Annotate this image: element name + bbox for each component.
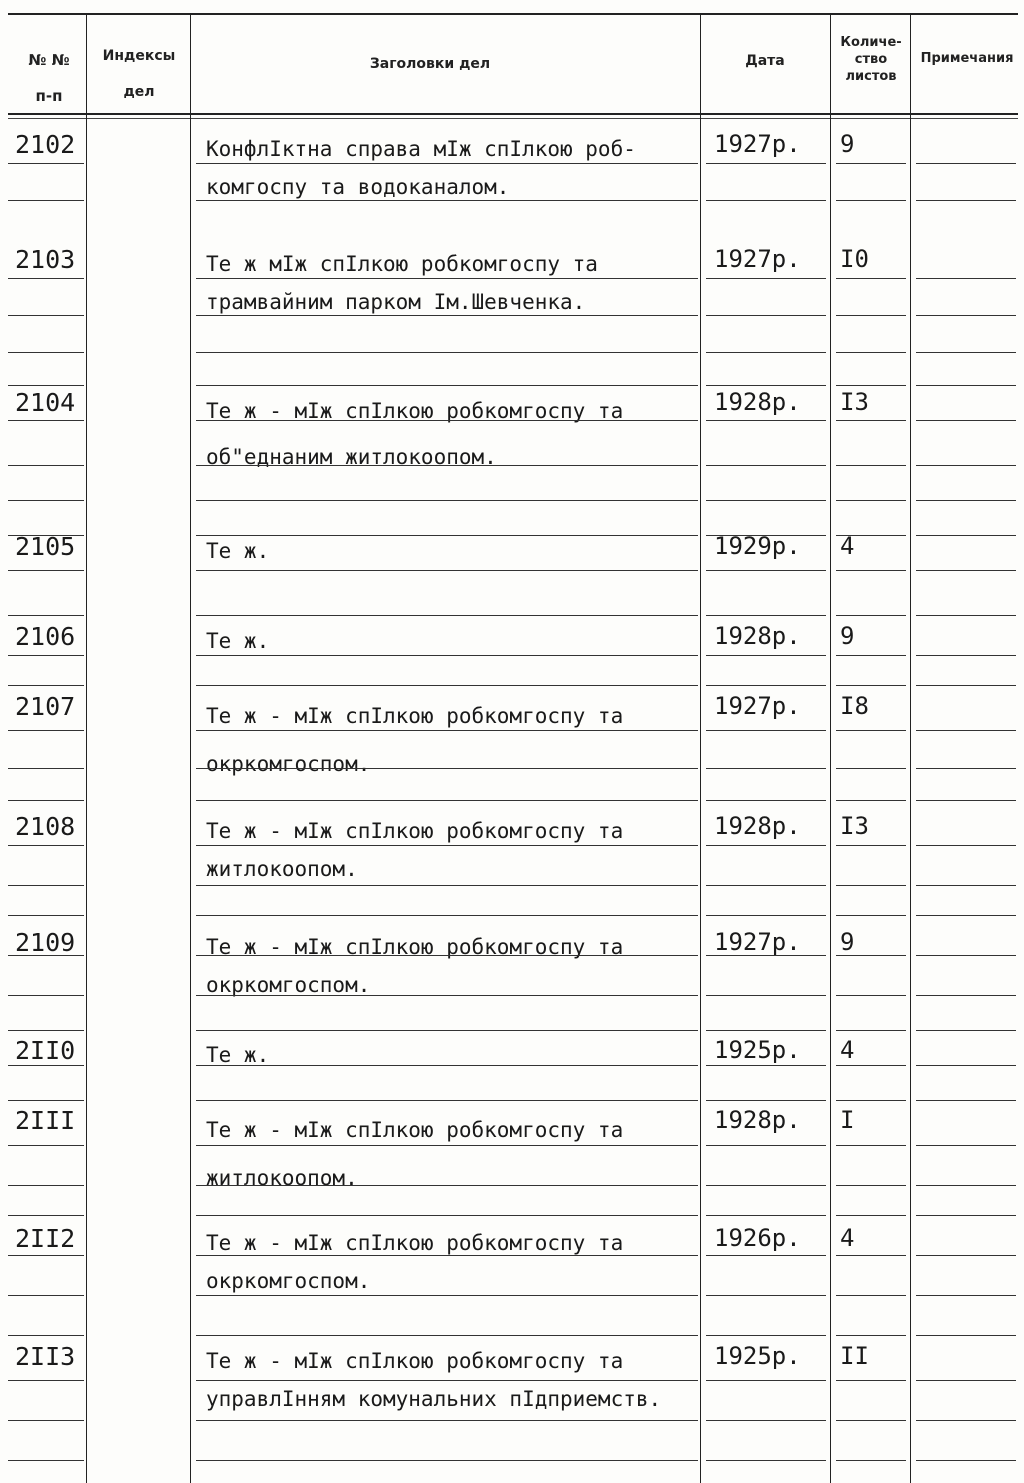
ruled-line bbox=[916, 800, 1016, 801]
ruled-line bbox=[836, 915, 906, 916]
row-date: 1928р. bbox=[714, 388, 801, 416]
ruled-line bbox=[836, 420, 906, 421]
ruled-line bbox=[836, 1335, 906, 1336]
ruled-line bbox=[706, 200, 826, 201]
ruled-line bbox=[916, 1100, 1016, 1101]
ruled-line bbox=[836, 1215, 906, 1216]
row-title-line2: об"еднаним житлокоопом. bbox=[206, 445, 497, 469]
table-top-border bbox=[8, 13, 1018, 15]
ruled-line bbox=[706, 1295, 826, 1296]
ruled-line bbox=[196, 615, 698, 616]
header-sheets-line3: листов bbox=[845, 69, 897, 84]
ruled-line bbox=[8, 1380, 84, 1381]
column-divider bbox=[830, 13, 831, 1483]
ruled-line bbox=[836, 955, 906, 956]
ruled-line bbox=[8, 200, 84, 201]
ruled-line bbox=[706, 1030, 826, 1031]
ruled-line bbox=[196, 278, 698, 279]
ruled-line bbox=[836, 995, 906, 996]
row-date: 1928р. bbox=[714, 622, 801, 650]
row-title bbox=[206, 532, 706, 570]
header-number-line1: № № bbox=[28, 51, 70, 69]
ruled-line bbox=[196, 420, 698, 421]
header-index-line2: дел bbox=[123, 84, 155, 100]
ruled-line bbox=[836, 1100, 906, 1101]
ruled-line bbox=[706, 570, 826, 571]
ruled-line bbox=[706, 730, 826, 731]
ruled-line bbox=[8, 1215, 84, 1216]
ruled-line bbox=[196, 1185, 698, 1186]
ruled-line bbox=[916, 955, 1016, 956]
ruled-line bbox=[706, 1215, 826, 1216]
ruled-line bbox=[706, 1145, 826, 1146]
row-title bbox=[206, 812, 706, 888]
row-number: 2III bbox=[15, 1106, 76, 1135]
row-number: 2II2 bbox=[15, 1224, 76, 1253]
row-sheets: 4 bbox=[840, 1036, 855, 1064]
ruled-line bbox=[196, 1065, 698, 1066]
row-title-line1: Те ж - мІж спІлкою робкомгоспу та bbox=[206, 935, 624, 959]
ruled-line bbox=[196, 800, 698, 801]
ruled-line bbox=[196, 352, 698, 353]
ruled-line bbox=[916, 885, 1016, 886]
row-sheets: I8 bbox=[840, 692, 869, 720]
ruled-line bbox=[196, 845, 698, 846]
ruled-line bbox=[8, 500, 84, 501]
row-title-line1: Те ж - мІж спІлкою робкомгоспу та bbox=[206, 819, 624, 843]
ruled-line bbox=[8, 465, 84, 466]
ruled-line bbox=[196, 570, 698, 571]
row-title-line1: Те ж - мІж спІлкою робкомгоспу та bbox=[206, 704, 624, 728]
ruled-line bbox=[8, 1065, 84, 1066]
ruled-line bbox=[196, 535, 698, 536]
header-date: Дата bbox=[745, 53, 785, 69]
ruled-line bbox=[196, 1100, 698, 1101]
ruled-line bbox=[196, 730, 698, 731]
row-number: 2108 bbox=[15, 812, 76, 841]
row-date: 1925р. bbox=[714, 1036, 801, 1064]
ruled-line bbox=[706, 655, 826, 656]
row-number: 2107 bbox=[15, 692, 76, 721]
ruled-line bbox=[196, 1255, 698, 1256]
ruled-line bbox=[916, 1420, 1016, 1421]
header-bottom-border-inner bbox=[8, 118, 1018, 119]
ruled-line bbox=[706, 800, 826, 801]
ruled-line bbox=[8, 352, 84, 353]
ruled-line bbox=[196, 1420, 698, 1421]
ruled-line bbox=[916, 163, 1016, 164]
ruled-line bbox=[706, 278, 826, 279]
row-title bbox=[206, 928, 706, 1004]
ruled-line bbox=[196, 995, 698, 996]
ruled-line bbox=[916, 685, 1016, 686]
ruled-line bbox=[196, 768, 698, 769]
ruled-line bbox=[836, 570, 906, 571]
row-title bbox=[206, 1036, 706, 1074]
ruled-line bbox=[196, 1295, 698, 1296]
ruled-line bbox=[836, 1255, 906, 1256]
header-sheets-line2: ство bbox=[854, 52, 888, 67]
header-notes: Примечания bbox=[920, 51, 1014, 66]
row-sheets: I3 bbox=[840, 812, 869, 840]
row-title bbox=[206, 1224, 706, 1300]
ruled-line bbox=[8, 768, 84, 769]
ruled-line bbox=[196, 163, 698, 164]
ruled-line bbox=[706, 1335, 826, 1336]
ruled-line bbox=[916, 1215, 1016, 1216]
row-sheets: I3 bbox=[840, 388, 869, 416]
header-index-line1: Индексы bbox=[102, 48, 176, 64]
ruled-line bbox=[706, 845, 826, 846]
ruled-line bbox=[196, 1460, 698, 1461]
ruled-line bbox=[916, 1185, 1016, 1186]
ruled-line bbox=[8, 420, 84, 421]
ruled-line bbox=[8, 915, 84, 916]
ruled-line bbox=[8, 885, 84, 886]
ruled-line bbox=[8, 163, 84, 164]
ruled-line bbox=[196, 915, 698, 916]
row-title bbox=[206, 692, 706, 788]
ruled-line bbox=[196, 885, 698, 886]
ruled-line bbox=[8, 1185, 84, 1186]
ruled-line bbox=[196, 1145, 698, 1146]
ruled-line bbox=[836, 315, 906, 316]
ruled-line bbox=[836, 1380, 906, 1381]
ruled-line bbox=[706, 420, 826, 421]
ruled-line bbox=[196, 465, 698, 466]
row-title-line1: КонфлІктна справа мІж спІлкою роб- bbox=[206, 137, 636, 161]
ruled-line bbox=[836, 1065, 906, 1066]
row-number: 2105 bbox=[15, 532, 76, 561]
ruled-line bbox=[8, 1145, 84, 1146]
row-number: 2106 bbox=[15, 622, 76, 651]
row-number: 2103 bbox=[15, 245, 76, 274]
row-sheets: 9 bbox=[840, 130, 855, 158]
ruled-line bbox=[836, 1295, 906, 1296]
ruled-line bbox=[196, 955, 698, 956]
ruled-line bbox=[836, 1420, 906, 1421]
ruled-line bbox=[706, 685, 826, 686]
ruled-line bbox=[196, 315, 698, 316]
ruled-line bbox=[706, 352, 826, 353]
ruled-line bbox=[836, 1460, 906, 1461]
ruled-line bbox=[706, 615, 826, 616]
ruled-line bbox=[916, 915, 1016, 916]
ruled-line bbox=[8, 1255, 84, 1256]
ruled-line bbox=[916, 385, 1016, 386]
ruled-line bbox=[916, 535, 1016, 536]
ruled-line bbox=[836, 730, 906, 731]
ruled-line bbox=[836, 845, 906, 846]
ruled-line bbox=[8, 730, 84, 731]
ruled-line bbox=[916, 465, 1016, 466]
ruled-line bbox=[916, 768, 1016, 769]
row-number: 2II0 bbox=[15, 1036, 76, 1065]
ruled-line bbox=[706, 163, 826, 164]
ruled-line bbox=[836, 465, 906, 466]
ruled-line bbox=[8, 1100, 84, 1101]
ruled-line bbox=[706, 1185, 826, 1186]
row-title-line1: Те ж - мІж спІлкою робкомгоспу та bbox=[206, 1349, 624, 1373]
ruled-line bbox=[916, 730, 1016, 731]
ruled-line bbox=[706, 1255, 826, 1256]
row-number: 2109 bbox=[15, 928, 76, 957]
row-sheets: 9 bbox=[840, 928, 855, 956]
ruled-line bbox=[706, 955, 826, 956]
row-date: 1927р. bbox=[714, 692, 801, 720]
ruled-line bbox=[916, 315, 1016, 316]
ruled-line bbox=[706, 465, 826, 466]
ruled-line bbox=[706, 1460, 826, 1461]
row-sheets: I0 bbox=[840, 245, 869, 273]
row-title-line1: Те ж - мІж спІлкою робкомгоспу та bbox=[206, 399, 624, 423]
ruled-line bbox=[8, 1420, 84, 1421]
row-title-line2: трамвайним парком Ім.Шевченка. bbox=[206, 290, 586, 314]
row-sheets: 9 bbox=[840, 622, 855, 650]
row-title bbox=[206, 388, 706, 480]
ruled-line bbox=[196, 200, 698, 201]
ruled-line bbox=[836, 500, 906, 501]
ruled-line bbox=[196, 685, 698, 686]
ruled-line bbox=[836, 768, 906, 769]
column-divider bbox=[86, 13, 87, 1483]
ruled-line bbox=[196, 1030, 698, 1031]
ruled-line bbox=[836, 278, 906, 279]
ruled-line bbox=[836, 1030, 906, 1031]
ruled-line bbox=[8, 955, 84, 956]
ruled-line bbox=[916, 1460, 1016, 1461]
ruled-line bbox=[706, 500, 826, 501]
header-title: Заголовки дел bbox=[369, 56, 491, 72]
ruled-line bbox=[836, 1145, 906, 1146]
ruled-line bbox=[706, 1420, 826, 1421]
ruled-line bbox=[8, 278, 84, 279]
row-title-line2: управлІнням комунальних пІдприемств. bbox=[206, 1387, 662, 1411]
ruled-line bbox=[8, 570, 84, 571]
ruled-line bbox=[836, 352, 906, 353]
row-title-line2: окркомгоспом. bbox=[206, 973, 371, 997]
ruled-line bbox=[8, 535, 84, 536]
ruled-line bbox=[916, 995, 1016, 996]
row-title bbox=[206, 1106, 706, 1202]
header-bottom-border bbox=[8, 113, 1018, 115]
ruled-line bbox=[916, 352, 1016, 353]
ruled-line bbox=[8, 315, 84, 316]
ruled-line bbox=[836, 1185, 906, 1186]
ruled-line bbox=[706, 1100, 826, 1101]
header-number-line2: п-п bbox=[35, 87, 63, 105]
ruled-line bbox=[916, 500, 1016, 501]
ruled-line bbox=[706, 915, 826, 916]
ruled-line bbox=[916, 615, 1016, 616]
ruled-line bbox=[8, 615, 84, 616]
ruled-line bbox=[916, 420, 1016, 421]
row-title-line1: Те ж. bbox=[206, 539, 270, 563]
row-date: 1927р. bbox=[714, 245, 801, 273]
row-title-line1: Те ж - мІж спІлкою робкомгоспу та bbox=[206, 1118, 624, 1142]
row-title-line2: окркомгоспом. bbox=[206, 1269, 371, 1293]
ruled-line bbox=[836, 615, 906, 616]
row-title-line1: Те ж. bbox=[206, 629, 270, 653]
row-date: 1925р. bbox=[714, 1342, 801, 1370]
row-date: 1928р. bbox=[714, 812, 801, 840]
row-title bbox=[206, 245, 706, 321]
row-sheets: II bbox=[840, 1342, 869, 1370]
ruled-line bbox=[8, 1335, 84, 1336]
ruled-line bbox=[916, 278, 1016, 279]
ruled-line bbox=[836, 385, 906, 386]
row-sheets: 4 bbox=[840, 1224, 855, 1252]
ruled-line bbox=[196, 385, 698, 386]
ruled-line bbox=[196, 1215, 698, 1216]
ruled-line bbox=[916, 1295, 1016, 1296]
ruled-line bbox=[916, 1145, 1016, 1146]
header-index bbox=[92, 38, 186, 110]
ruled-line bbox=[706, 768, 826, 769]
row-number: 2II3 bbox=[15, 1342, 76, 1371]
ruled-line bbox=[706, 1065, 826, 1066]
row-number: 2102 bbox=[15, 130, 76, 159]
header-sheets bbox=[830, 34, 912, 85]
ruled-line bbox=[196, 500, 698, 501]
ruled-line bbox=[8, 1460, 84, 1461]
ruled-line bbox=[836, 685, 906, 686]
ruled-line bbox=[916, 1255, 1016, 1256]
ruled-line bbox=[916, 1030, 1016, 1031]
ruled-line bbox=[836, 535, 906, 536]
ruled-line bbox=[916, 1380, 1016, 1381]
row-date: 1929р. bbox=[714, 532, 801, 560]
ruled-line bbox=[916, 1065, 1016, 1066]
ruled-line bbox=[196, 1380, 698, 1381]
ruled-line bbox=[196, 655, 698, 656]
row-title-line2: окркомгоспом. bbox=[206, 752, 371, 776]
ruled-line bbox=[706, 535, 826, 536]
row-number: 2104 bbox=[15, 388, 76, 417]
row-title-line1: Те ж мІж спІлкою робкомгоспу та bbox=[206, 252, 598, 276]
ruled-line bbox=[916, 845, 1016, 846]
ruled-line bbox=[916, 655, 1016, 656]
ruled-line bbox=[836, 163, 906, 164]
ruled-line bbox=[706, 315, 826, 316]
ruled-line bbox=[8, 655, 84, 656]
row-title-line2: житлокоопом. bbox=[206, 857, 358, 881]
row-date: 1928р. bbox=[714, 1106, 801, 1134]
ruled-line bbox=[836, 800, 906, 801]
row-date: 1926р. bbox=[714, 1224, 801, 1252]
ruled-line bbox=[706, 995, 826, 996]
header-number bbox=[14, 42, 84, 114]
ruled-line bbox=[8, 385, 84, 386]
ruled-line bbox=[8, 845, 84, 846]
ruled-line bbox=[196, 1335, 698, 1336]
row-title bbox=[206, 130, 706, 206]
row-title-line1: Те ж - мІж спІлкою робкомгоспу та bbox=[206, 1231, 624, 1255]
ruled-line bbox=[8, 800, 84, 801]
ruled-line bbox=[836, 885, 906, 886]
ruled-line bbox=[916, 1335, 1016, 1336]
ruled-line bbox=[706, 885, 826, 886]
ruled-line bbox=[8, 1030, 84, 1031]
row-sheets: 4 bbox=[840, 532, 855, 560]
ruled-line bbox=[916, 200, 1016, 201]
row-title-line2: комгоспу та водоканалом. bbox=[206, 175, 510, 199]
ruled-line bbox=[916, 570, 1016, 571]
column-divider bbox=[910, 13, 911, 1483]
ruled-line bbox=[8, 995, 84, 996]
ruled-line bbox=[8, 1295, 84, 1296]
ruled-line bbox=[836, 200, 906, 201]
row-date: 1927р. bbox=[714, 130, 801, 158]
row-title-line1: Те ж. bbox=[206, 1043, 270, 1067]
header-sheets-line1: Количе- bbox=[840, 35, 902, 50]
row-sheets: I bbox=[840, 1106, 855, 1134]
ruled-line bbox=[706, 1380, 826, 1381]
ruled-line bbox=[8, 685, 84, 686]
ruled-line bbox=[706, 385, 826, 386]
row-title-line2: житлокоопом. bbox=[206, 1166, 358, 1190]
ruled-line bbox=[836, 655, 906, 656]
column-divider bbox=[190, 13, 191, 1483]
row-date: 1927р. bbox=[714, 928, 801, 956]
